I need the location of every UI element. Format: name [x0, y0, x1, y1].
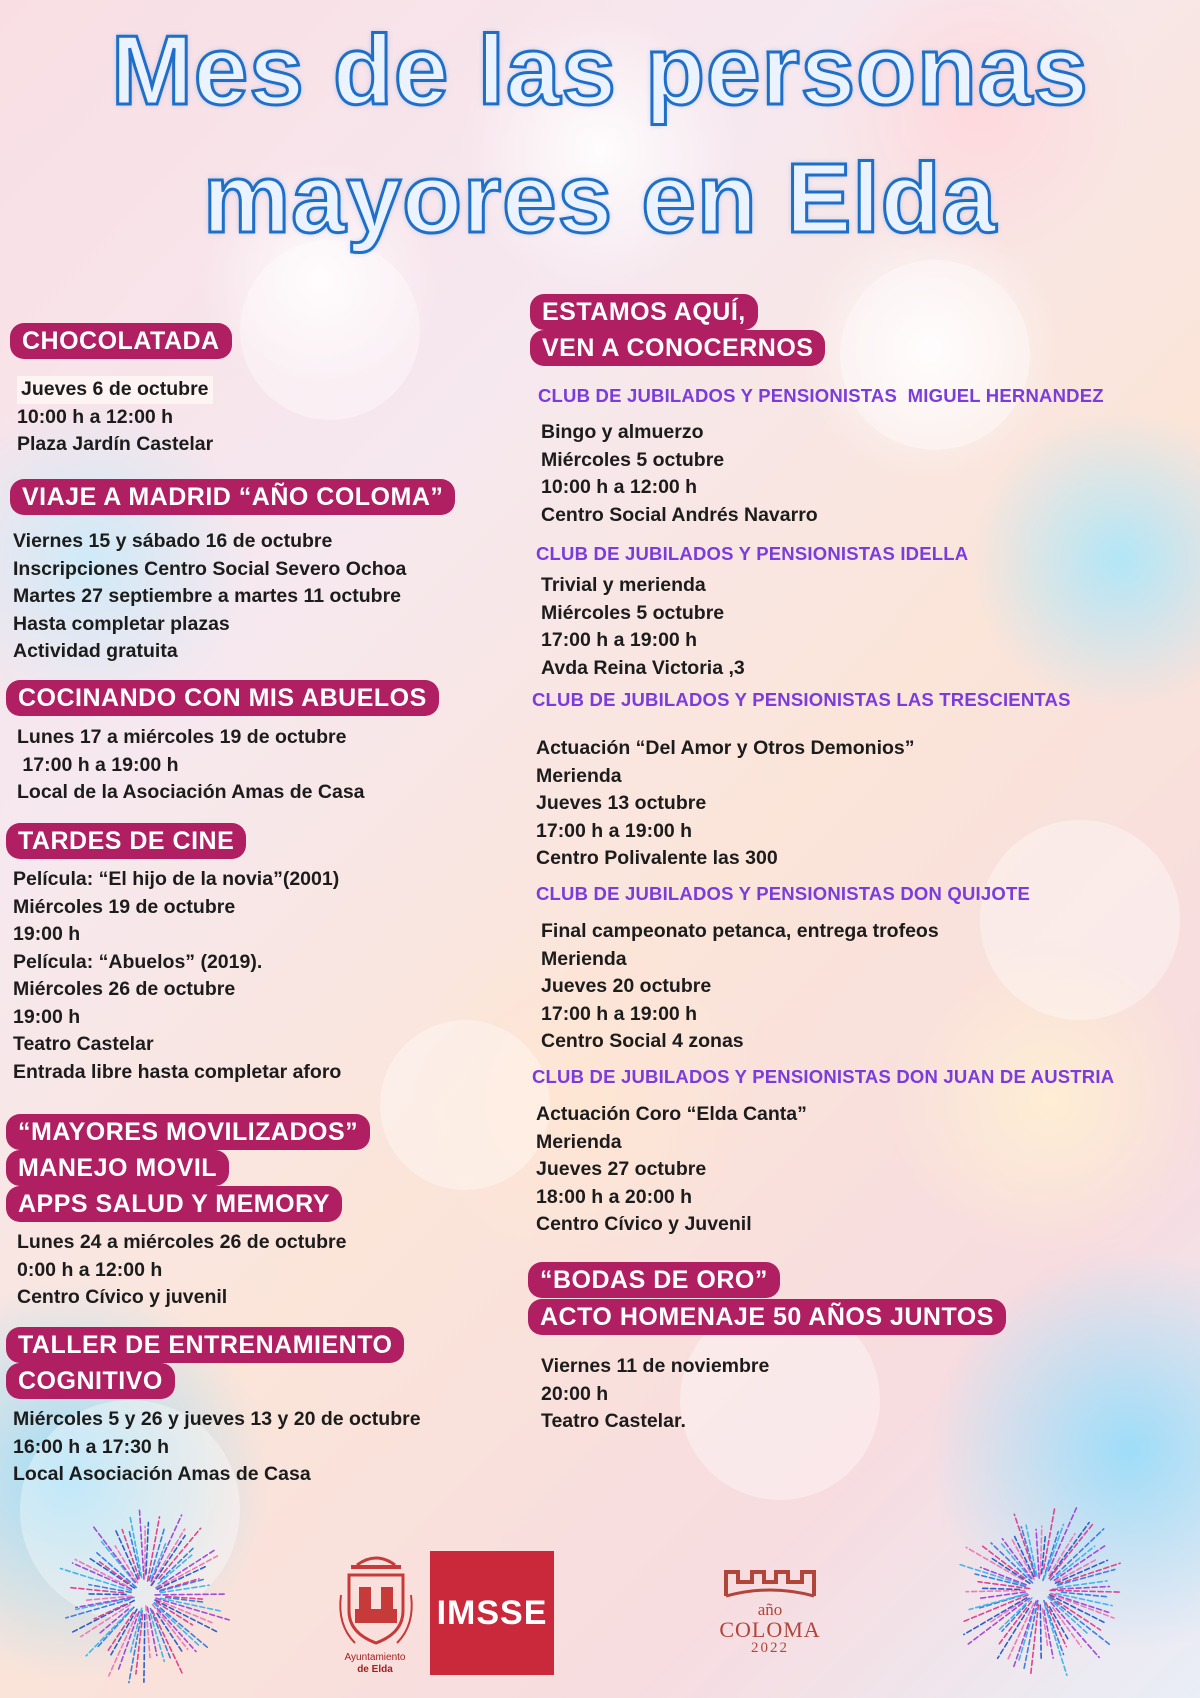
club-line: Actuación “Del Amor y Otros Demonios”: [536, 737, 915, 759]
cine-details: [13, 866, 341, 1086]
title-line-2: mayores en Elda: [203, 143, 997, 253]
firework-ray: [1057, 1570, 1114, 1586]
cine-line: Miércoles 26 de octubre: [13, 978, 236, 1000]
club-line: 17:00 h a 19:00 h: [541, 629, 698, 651]
club-line: 10:00 h a 12:00 h: [541, 476, 698, 498]
firework-ray: [1049, 1523, 1094, 1579]
club-name-las-trescientas: [532, 689, 1071, 711]
firework-ray: [146, 1522, 148, 1574]
mayores-header-1: [6, 1114, 370, 1150]
taller-line: 16:00 h a 17:30 h: [13, 1435, 170, 1458]
club-line: 17:00 h a 19:00 h: [541, 1002, 698, 1025]
mayores-header-3: [6, 1186, 342, 1222]
club-name-text: CLUB DE JUBILADOS Y PENSIONISTAS DON JUAN DE AUSTRIA: [532, 1066, 1115, 1087]
bodas-header-1: [528, 1262, 780, 1298]
bodas-header-2: [528, 1299, 1006, 1335]
club-line: 18:00 h a 20:00 h: [536, 1185, 693, 1208]
cine-line: 19:00 h: [13, 1005, 81, 1028]
cine-header-text: TARDES DE CINE: [18, 827, 235, 855]
club-line: Bingo y almuerzo: [541, 421, 704, 443]
viaje-line: Hasta completar plazas: [13, 612, 230, 635]
page-title: [60, 6, 1140, 262]
ayuntamiento-line: de Elda: [357, 1664, 393, 1675]
club-name-don-juan-de-austria: [532, 1066, 1114, 1088]
firework-ray: [966, 1590, 1025, 1591]
imsse-logo: [430, 1551, 554, 1675]
firework-left: [40, 1500, 250, 1690]
firework-ray: [1058, 1563, 1120, 1584]
coloma-name-label: COLOMA: [719, 1617, 821, 1642]
club-name-text: CLUB DE JUBILADOS Y PENSIONISTAS MIGUEL HERNANDEZ: [538, 385, 1104, 406]
firework-ray: [70, 1588, 123, 1593]
chocolatada-time: 10:00 h a 12:00 h: [17, 405, 174, 428]
chocolatada-header: [10, 323, 232, 359]
taller-details: [13, 1406, 421, 1489]
chocolatada-place: Plaza Jardín Castelar: [17, 433, 214, 455]
bokeh-light: [240, 240, 420, 420]
firework-ray: [982, 1588, 1020, 1589]
bokeh-light: [980, 820, 1180, 1020]
firework-ray: [87, 1594, 126, 1595]
firework-ray: [1014, 1514, 1035, 1576]
firework-ray: [1040, 1605, 1041, 1660]
cine-line: Película: “El hijo de la novia”(2001): [13, 868, 340, 890]
imsse-logo-text: IMSSE: [436, 1593, 548, 1632]
club-line: Jueves 13 octubre: [536, 792, 707, 814]
cocinando-line: 17:00 h a 19:00 h: [17, 753, 179, 776]
ayuntamiento-line: Ayuntamiento: [344, 1652, 406, 1663]
mayores-line: 0:00 h a 12:00 h: [17, 1258, 163, 1281]
club-line: Centro Cívico y Juvenil: [536, 1213, 752, 1235]
mayores-line: Lunes 24 a miércoles 26 de octubre: [17, 1231, 347, 1253]
cocinando-line: Local de la Asociación Amas de Casa: [17, 781, 365, 803]
firework-right: [930, 1495, 1150, 1685]
bodas-line: 20:00 h: [541, 1382, 609, 1405]
club-line: Miércoles 5 octubre: [541, 448, 725, 471]
club-line: Centro Social Andrés Navarro: [541, 503, 818, 526]
chocolatada-header-text: CHOCOLATADA: [22, 327, 220, 355]
club-line: Final campeonato petanca, entrega trofeos: [541, 920, 939, 942]
club-line: Actuación Coro “Elda Canta”: [536, 1103, 807, 1125]
bodas-line: Viernes 11 de noviembre: [541, 1355, 770, 1377]
firework-ray: [1040, 1526, 1041, 1575]
club-line: Jueves 20 octubre: [541, 975, 712, 997]
club-details-idella: [541, 572, 745, 682]
club-name-text: CLUB DE JUBILADOS Y PENSIONISTAS IDELLA: [536, 543, 969, 564]
coat-of-arms-icon: [335, 1555, 417, 1653]
bodas-line: Teatro Castelar.: [541, 1410, 686, 1432]
firework-ray: [144, 1615, 145, 1682]
club-line: Miércoles 5 octubre: [541, 601, 725, 624]
bodas-details: [541, 1353, 769, 1436]
coloma-year-label: 2022: [751, 1640, 789, 1656]
cine-line: Película: “Abuelos” (2019).: [13, 950, 263, 973]
bokeh-light: [840, 260, 1030, 450]
viaje-header-text: VIAJE A MADRID “AÑO COLOMA”: [22, 483, 444, 511]
coloma-ano-label: año: [757, 1600, 783, 1619]
firework-ray: [100, 1562, 129, 1583]
viaje-line: Inscripciones Centro Social Severo Ochoa: [13, 557, 407, 580]
club-line: Merienda: [536, 1130, 622, 1153]
chocolatada-details: [17, 376, 213, 459]
taller-line: Miércoles 5 y 26 y jueves 13 y 20 de octubre: [13, 1408, 421, 1430]
firework-ray: [1057, 1546, 1095, 1576]
estamos-header-1: [530, 294, 758, 330]
club-details-don-juan-de-austria: [536, 1101, 807, 1239]
club-line: Jueves 27 octubre: [536, 1158, 707, 1180]
club-name-miguel-hernandez: [538, 385, 1104, 407]
mayores-header-text: MANEJO MOVIL: [18, 1154, 218, 1182]
club-line: 17:00 h a 19:00 h: [536, 819, 693, 842]
firework-ray: [155, 1594, 224, 1595]
viaje-line: Martes 27 septiembre a martes 11 octubre: [13, 585, 402, 607]
mayores-header-text: “MAYORES MOVILIZADOS”: [18, 1118, 359, 1146]
taller-line: Local Asociación Amas de Casa: [13, 1463, 311, 1485]
firework-ray: [1050, 1590, 1120, 1592]
firework-ray: [998, 1598, 1032, 1631]
cine-line: Entrada libre hasta completar aforo: [13, 1060, 342, 1083]
club-name-text: CLUB DE JUBILADOS Y PENSIONISTAS LAS TRESCIENTAS: [532, 689, 1071, 710]
cocinando-header-text: COCINANDO CON MIS ABUELOS: [18, 684, 427, 712]
club-line: Centro Polivalente las 300: [536, 847, 778, 869]
club-line: Trivial y merienda: [541, 574, 706, 596]
firework-ray: [1018, 1609, 1034, 1662]
cocinando-header: [6, 680, 439, 716]
ayuntamiento-label: [330, 1652, 420, 1676]
club-line: Merienda: [541, 947, 627, 970]
cine-line: 19:00 h: [13, 923, 81, 945]
estamos-header-text: VEN A CONOCERNOS: [542, 334, 814, 362]
viaje-header: [10, 479, 455, 515]
club-line: Centro Social 4 zonas: [541, 1030, 744, 1052]
firework-ray: [152, 1611, 182, 1674]
mayores-line: Centro Cívico y juvenil: [17, 1286, 228, 1308]
mayores-details: [17, 1229, 346, 1312]
taller-header-text: TALLER DE ENTRENAMIENTO: [18, 1331, 393, 1359]
firework-ray: [1051, 1594, 1114, 1618]
viaje-line: Viernes 15 y sábado 16 de octubre: [13, 530, 333, 552]
cocinando-line: Lunes 17 a miércoles 19 de octubre: [17, 726, 347, 748]
cine-line: Teatro Castelar: [13, 1033, 154, 1055]
estamos-header-text: ESTAMOS AQUÍ,: [542, 298, 746, 326]
club-name-idella: [536, 543, 968, 565]
club-name-don-quijote: [536, 883, 1030, 905]
firework-ray: [166, 1597, 202, 1600]
taller-header-2: [6, 1363, 175, 1399]
club-details-las-trescientas: [536, 735, 915, 873]
club-details-miguel-hernandez: [541, 419, 818, 529]
bodas-header-text: ACTO HOMENAJE 50 AÑOS JUNTOS: [540, 1303, 994, 1331]
chocolatada-date: Jueves 6 de octubre: [17, 376, 213, 404]
firework-ray: [968, 1598, 1029, 1644]
firework-ray: [146, 1606, 150, 1658]
cine-line: Miércoles 19 de octubre: [13, 895, 236, 918]
club-name-text: CLUB DE JUBILADOS Y PENSIONISTAS DON QUIJOTE: [536, 883, 1030, 904]
coloma-crown-icon: [720, 1566, 820, 1602]
mayores-header-text: APPS SALUD Y MEMORY: [18, 1190, 330, 1218]
taller-header-text: COGNITIVO: [18, 1367, 163, 1395]
club-line: Avda Reina Victoria ,3: [541, 656, 745, 679]
cocinando-details: [17, 724, 365, 807]
club-details-don-quijote: [541, 918, 939, 1056]
bokeh-light: [380, 1020, 550, 1190]
cine-header: [6, 823, 246, 859]
mayores-header-2: [6, 1150, 229, 1186]
firework-ray: [1031, 1605, 1039, 1674]
bodas-header-text: “BODAS DE ORO”: [540, 1266, 768, 1294]
viaje-details: [13, 528, 406, 666]
title-line-1: Mes de las personas: [111, 15, 1089, 125]
taller-header-1: [6, 1327, 404, 1363]
estamos-header-2: [530, 330, 825, 366]
club-line: Merienda: [536, 764, 622, 787]
viaje-line: Actividad gratuita: [13, 640, 178, 662]
